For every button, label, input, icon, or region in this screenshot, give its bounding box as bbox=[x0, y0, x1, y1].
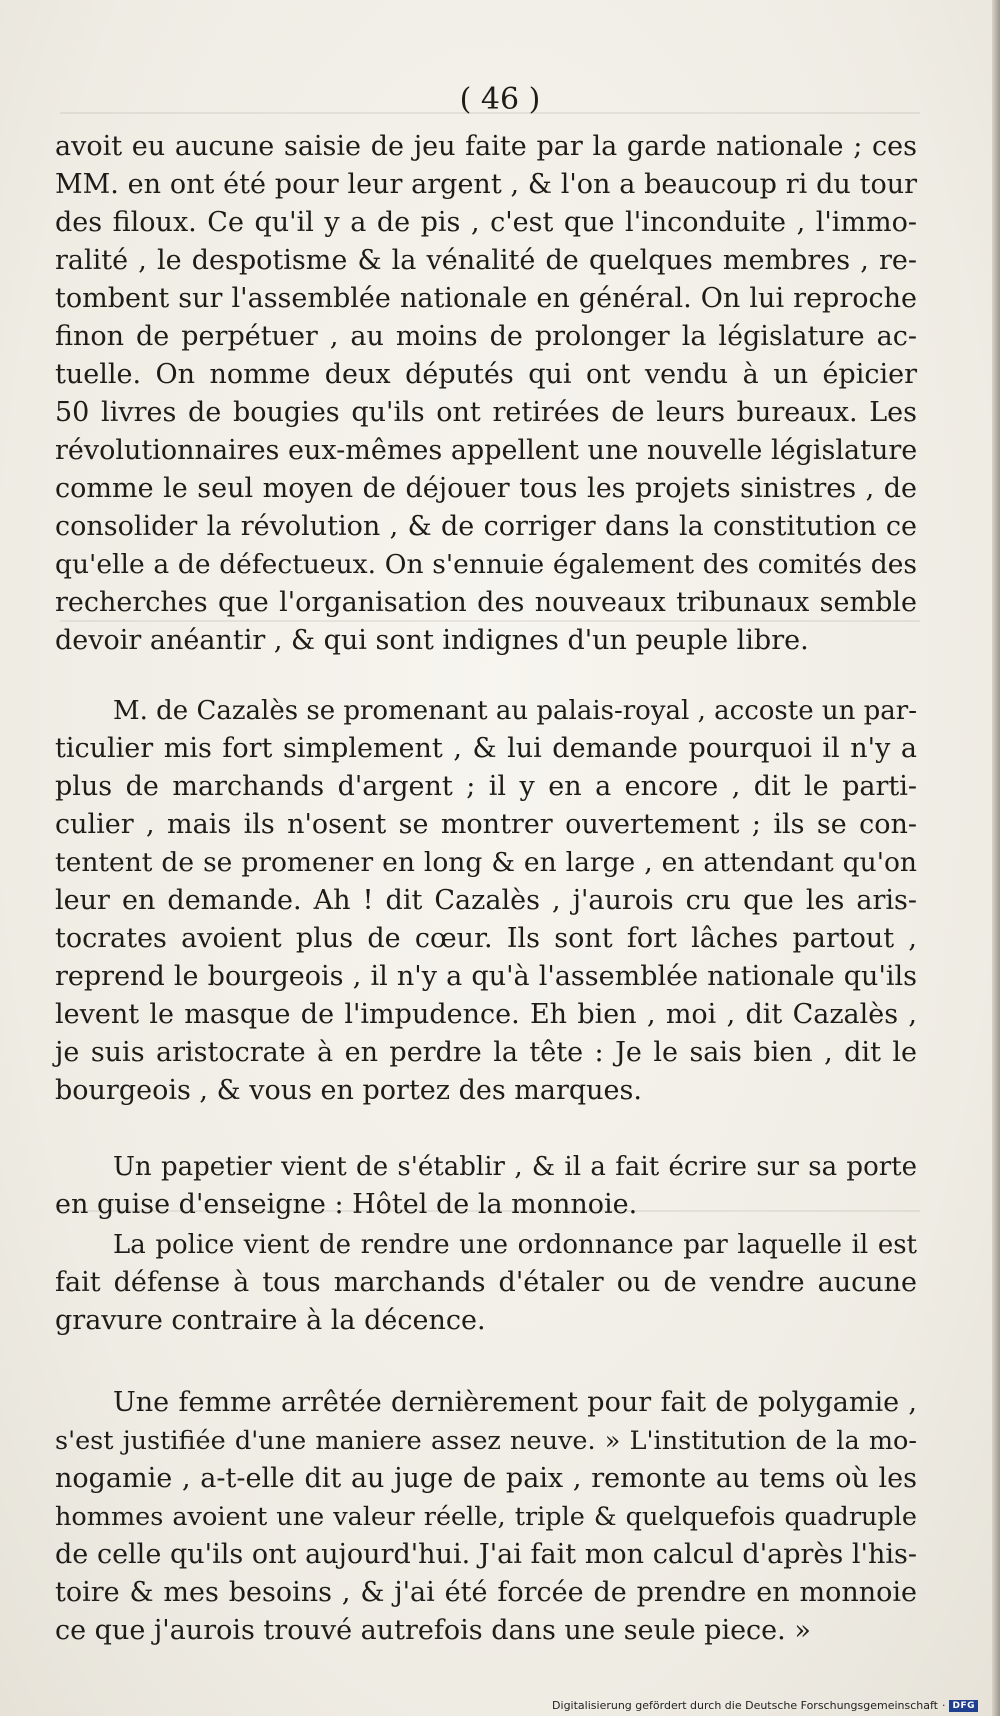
text-line: tuelle. On nomme deux députés qui ont vendu à un épicier bbox=[55, 359, 917, 390]
text-line: MM. en ont été pour leur argent , & l'on a beaucoup ri du tour bbox=[55, 169, 917, 200]
text-line: en guise d'enseigne : Hôtel de la monnoie. bbox=[55, 1189, 638, 1220]
text-line: bourgeois , & vous en portez des marques. bbox=[55, 1075, 642, 1106]
text-line: s'est justifiée d'une maniere assez neuve. » L'institution de la mo- bbox=[55, 1426, 917, 1456]
digitization-footer: Digitalisierung gefördert durch die Deutsche Forschungsgemeinschaft · DFG bbox=[552, 1699, 978, 1712]
paragraph-3 bbox=[55, 1148, 917, 1224]
text-line: nogamie , a-t-elle dit au juge de paix , remonte au tems où les bbox=[55, 1463, 917, 1494]
text-line: toire & mes besoins , & j'ai été forcée de prendre en monnoie bbox=[55, 1577, 917, 1608]
text-line: comme le seul moyen de déjouer tous les projets sinistres , de bbox=[55, 473, 917, 504]
text-line: finon de perpétuer , au moins de prolonger la législature ac- bbox=[55, 321, 917, 352]
text-line: levent le masque de l'impudence. Eh bien , moi , dit Cazalès , bbox=[55, 999, 917, 1030]
paragraph-5 bbox=[55, 1384, 917, 1650]
text-line: plus de marchands d'argent ; il y en a encore , dit le parti- bbox=[55, 771, 917, 802]
text-line: tentent de se promener en long & en large , en attendant qu'on bbox=[55, 847, 917, 878]
text-line: consolider la révolution , & de corriger dans la constitution ce bbox=[55, 511, 917, 542]
text-line: recherches que l'organisation des nouveaux tribunaux semble bbox=[55, 587, 917, 618]
text-line: ce que j'aurois trouvé autrefois dans une seule piece. » bbox=[55, 1615, 811, 1646]
text-line: 50 livres de bougies qu'ils ont retirées de leurs bureaux. Les bbox=[55, 397, 917, 428]
paragraph-1 bbox=[55, 128, 917, 660]
paragraph-4 bbox=[55, 1226, 917, 1340]
text-line: La police vient de rendre une ordonnance par laquelle il est bbox=[113, 1230, 917, 1260]
text-line: culier , mais ils n'osent se montrer ouvertement ; ils se con- bbox=[55, 809, 917, 840]
text-line: tombent sur l'assemblée nationale en général. On lui reproche bbox=[55, 283, 917, 314]
dfg-logo-icon: DFG bbox=[949, 1700, 978, 1712]
text-line: tocrates avoient plus de cœur. Ils sont fort lâches partout , bbox=[55, 923, 917, 954]
text-line: devoir anéantir , & qui sont indignes d'un peuple libre. bbox=[55, 625, 809, 656]
text-line: avoit eu aucune saisie de jeu faite par la garde nationale ; ces bbox=[55, 131, 917, 162]
text-line: hommes avoient une valeur réelle, triple & quelquefois quadruple bbox=[55, 1502, 917, 1532]
text-line: révolutionnaires eux-mêmes appellent une nouvelle législature bbox=[55, 435, 918, 466]
text-line: ralité , le despotisme & la vénalité de quelques membres , re- bbox=[55, 245, 917, 276]
text-line: Un papetier vient de s'établir , & il a fait écrire sur sa porte bbox=[113, 1152, 917, 1182]
text-line: reprend le bourgeois , il n'y a qu'à l'assemblée nationale qu'ils bbox=[55, 961, 917, 992]
text-line: fait défense à tous marchands d'étaler ou de vendre aucune bbox=[55, 1267, 917, 1298]
page-number: ( 46 ) bbox=[459, 82, 541, 117]
text-line: je suis aristocrate à en perdre la tête : Je le sais bien , dit le bbox=[55, 1037, 917, 1068]
footer-credit: Digitalisierung gefördert durch die Deutsche Forschungsgemeinschaft bbox=[552, 1699, 938, 1712]
text-line: M. de Cazalès se promenant au palais-royal , accoste un par- bbox=[113, 696, 917, 726]
page-edge-shadow bbox=[992, 0, 1000, 1716]
text-line: Une femme arrêtée dernièrement pour fait de polygamie , bbox=[113, 1387, 917, 1418]
text-line: des filoux. Ce qu'il y a de pis , c'est que l'inconduite , l'immo- bbox=[55, 207, 917, 238]
text-line: leur en demande. Ah ! dit Cazalès , j'aurois cru que les aris- bbox=[55, 885, 917, 916]
text-line: gravure contraire à la décence. bbox=[55, 1305, 486, 1336]
paragraph-2 bbox=[55, 692, 917, 1110]
text-line: qu'elle a de défectueux. On s'ennuie également des comités des bbox=[55, 549, 917, 580]
text-line: ticulier mis fort simplement , & lui demande pourquoi il n'y a bbox=[55, 733, 917, 764]
text-line: de celle qu'ils ont aujourd'hui. J'ai fait mon calcul d'après l'his- bbox=[55, 1539, 917, 1570]
